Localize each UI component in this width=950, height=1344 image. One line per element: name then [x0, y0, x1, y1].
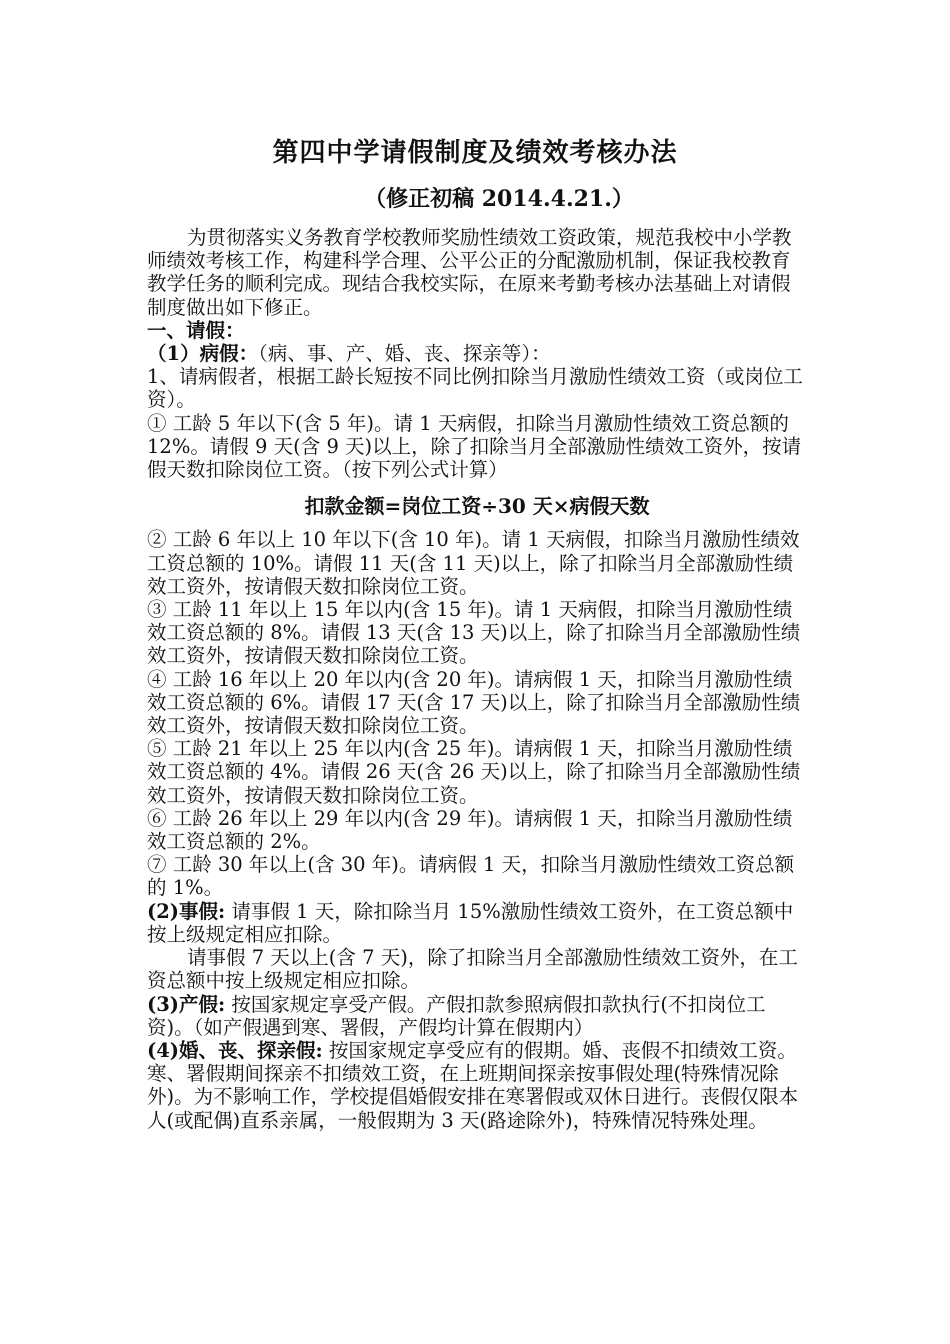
- document-body: [147, 226, 807, 1132]
- personal-leave-heading: (2)事假:: [147, 899, 226, 923]
- deduction-formula: 扣款金额=岗位工资÷30 天×病假天数: [304, 494, 650, 519]
- marriage-leave-text: 按国家规定享受应有的假期。婚、丧假不扣绩效工资。寒、署假期间探亲不扣绩效工资，在上班期间探亲按事假处理(特殊情况除外)。为不影响工作，学校提倡婚假安排在寒署假或双休日进行。丧假仅限本人(或配偶)直系亲属，一般假期为 3 天(路途除外)，特殊情况特殊处理。: [147, 1038, 799, 1132]
- sick-leave-heading-rest: （病、事、产、婚、丧、探亲等）：: [258, 342, 551, 366]
- marriage-leave-paragraph: [147, 1039, 807, 1132]
- marriage-leave-heading: (4)婚、丧、探亲假:: [147, 1038, 323, 1062]
- sick-leave-heading-line: [147, 342, 807, 365]
- sick-leave-item-7: ⑦ 工龄 30 年以上(含 30 年)。请病假 1 天，扣除当月激励性绩效工资总额的 1%。: [147, 853, 795, 900]
- sick-leave-item-1: ① 工龄 5 年以下(含 5 年)。请 1 天病假，扣除当月激励性绩效工资总额的 12%。请假 9 天(含 9 天)以上，除了扣除当月全部激励性绩效工资外，按请假天数扣除岗位工资。（按下列公式计算）: [147, 411, 802, 482]
- section-heading-leave: 一、请假：: [147, 318, 245, 342]
- sick-leave-item-6: ⑥ 工龄 26 年以上 29 年以内(含 29 年)。请病假 1 天，扣除当月激励性绩效工资总额的 2%。: [147, 806, 793, 854]
- sick-leave-rule: 1、请病假者，根据工龄长短按不同比例扣除当月激励性绩效工资（或岗位工资）。: [147, 365, 803, 412]
- sick-leave-item-3: ③ 工龄 11 年以上 15 年以内(含 15 年)。请 1 天病假，扣除当月激励性绩效工资总额的 8%。请假 13 天(含 13 天)以上，除了扣除当月全部激励性绩效工资外，按请假天数扣除岗位工资。: [147, 598, 801, 668]
- maternity-leave-paragraph: [147, 993, 807, 1039]
- sick-leave-heading: （1）病假：: [147, 342, 259, 366]
- document-title: 第四中学请假制度及绩效考核办法: [272, 138, 678, 168]
- maternity-leave-text: 按国家规定享受产假。产假扣款参照病假扣款执行(不扣岗位工资)。（如产假遇到寒、署假，产假均计算在假期内）: [147, 992, 766, 1039]
- sick-leave-item-5: ⑤ 工龄 21 年以上 25 年以内(含 25 年)。请病假 1 天，扣除当月激励性绩效工资总额的 4%。请假 26 天(含 26 天)以上，除了扣除当月全部激励性绩效工资外，按请假天数扣除岗位工资。: [147, 737, 801, 807]
- sick-leave-item-2: ② 工龄 6 年以上 10 年以下(含 10 年)。请 1 天病假，扣除当月激励性绩效工资总额的 10%。请假 11 天(含 11 天)以上，除了扣除当月全部激励性绩效工资外，按请假天数扣除岗位工资。: [147, 528, 800, 598]
- personal-leave-text: 请事假 1 天，除扣除当月 15%激励性绩效工资外，在工资总额中按上级规定相应扣除。: [147, 899, 794, 946]
- intro-paragraph: 为贯彻落实义务教育学校教师奖励性绩效工资政策，规范我校中小学教师绩效考核工作，构建科学合理、公平公正的分配激励机制，保证我校教育教学任务的顺利完成。现结合我校实际，在原来考勤考核办法基础上对请假制度做出如下修正。: [147, 226, 792, 319]
- personal-leave-paragraph: [147, 900, 807, 946]
- maternity-leave-heading: (3)产假:: [147, 992, 226, 1016]
- document-subtitle: （修正初稿 2014.4.21.）: [364, 186, 634, 212]
- personal-leave-extended: 请事假 7 天以上(含 7 天)，除了扣除当月全部激励性绩效工资外，在工资总额中按上级规定相应扣除。: [147, 946, 798, 993]
- sick-leave-item-4: ④ 工龄 16 年以上 20 年以内(含 20 年)。请病假 1 天，扣除当月激励性绩效工资总额的 6%。请假 17 天(含 17 天)以上，除了扣除当月全部激励性绩效工资外，按请假天数扣除岗位工资。: [147, 667, 801, 738]
